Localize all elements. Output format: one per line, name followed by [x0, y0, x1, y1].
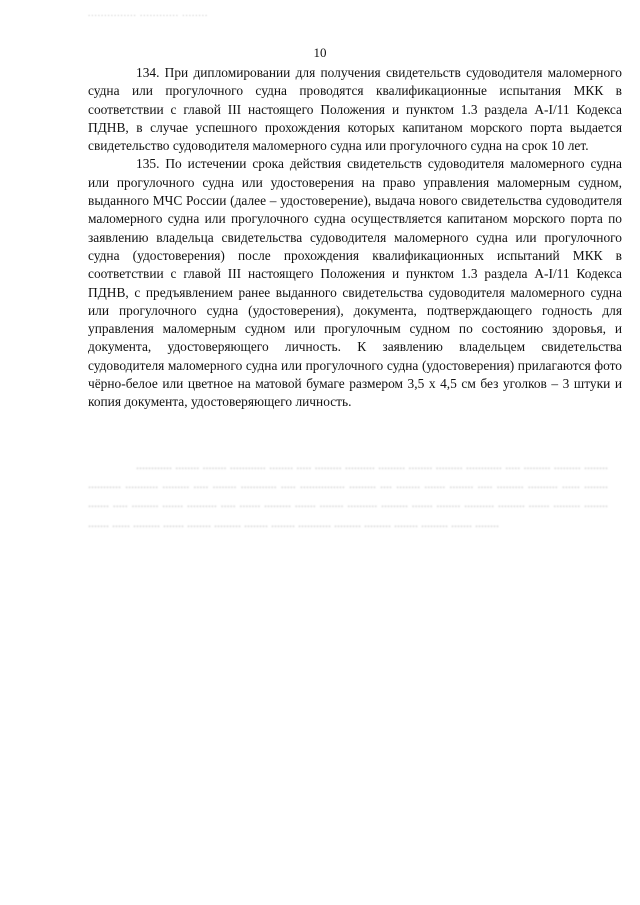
- paragraph-134: 134. При дипломировании для получения свидетельств судоводителя маломерного судна или прогулочного судна проводятся квалификационные испытания МКК в соответствии с главой III настоящего Положения и пунктом 1.3 раздела A-I/11 Кодекса ПДНВ, в случае успешного прохождения которых капитаном морского порта выдается свидетельство судоводителя маломерного судна или прогулочного судна на срок 10 лет.: [88, 65, 622, 154]
- paragraph-135: 135. По истечении срока действия свидетельств судоводителя маломерного судна или прогулочного судна или удостоверения на право управления маломерным судном, выданного МЧС России (далее – удостоверение), выдача нового свидетельства судоводителя маломерного судна или прогулочного судна осуществляется капитаном морского порта по заявлению владельца свидетельства судоводителя маломерного судна или прогулочного судна (удостоверения) после прохождения квалификационных испытаний МКК в соответствии с главой III настоящего Положения и пунктом 1.3 раздела A-I/11 Кодекса ПДНВ, с предъявлением ранее выданного свидетельства судоводителя маломерного судна или прогулочного судна (удостоверения), документа, подтверждающего годность для управления маломерным судном или прогулочным судном по состоянию здоровья, и документа, удостоверяющего личность. К заявлению владельцем свидетельства судоводителя маломерного судна или прогулочного судна (удостоверения) прилагаются фото чёрно-белое или цветное на матовой бумаге размером 3,5 х 4,5 см без уголков – 3 штуки и копия документа, удостоверяющего личность.: [88, 156, 622, 410]
- page-number: 10: [313, 45, 327, 60]
- faded-bleed-through-text: ............ ........ ........ ............ ........ ..... ......... .......... ......... ........ ......... ............ ..... ......... ......... ........ ........... ........... ......... ..... ........ ............ ..... ............... ......... .... ........ ....... ........ ..... ......... .......... ...... ........ ....... ..... ......... ....... .......... ..... ....... ......... ....... ........ .......... ......... ....... ........ .......... ......... ....... ......... ........ ....... ...... ......... ....... ........ ......... ........ ........ ........... ......... ......... ........ ......... ....... ........: [88, 458, 608, 530]
- scan-header-mark: ............... ............ ........: [88, 8, 209, 18]
- document-body: [88, 64, 622, 412]
